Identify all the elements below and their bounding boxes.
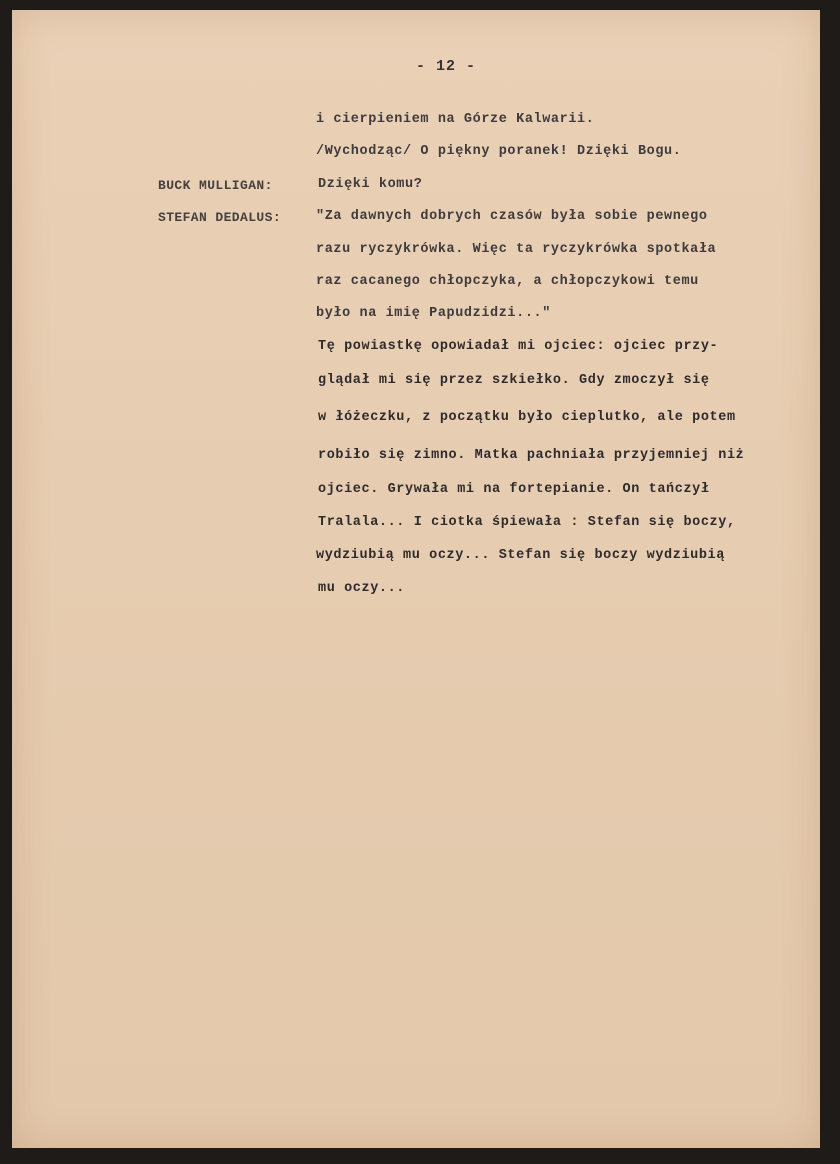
text-line: wydziubią mu oczy... Stefan się boczy wydziubią: [316, 548, 725, 563]
text-line: i cierpieniem na Górze Kalwarii.: [316, 112, 595, 127]
text-line: mu oczy...: [318, 581, 406, 596]
speaker-buck-mulligan: BUCK MULLIGAN:: [158, 178, 273, 193]
text-line: glądał mi się przez szkiełko. Gdy zmoczył się: [318, 373, 710, 388]
text-line: w łóżeczku, z początku było cieplutko, ale potem: [318, 410, 736, 425]
text-line: raz cacanego chłopczyka, a chłopczykowi temu: [316, 274, 699, 289]
text-line: było na imię Papudzidzi...": [316, 306, 551, 321]
text-line: /Wychodząc/ O piękny poranek! Dzięki Bogu.: [316, 144, 682, 159]
text-line: Tralala... I ciotka śpiewała : Stefan się boczy,: [318, 515, 736, 530]
typewritten-page: [12, 10, 820, 1148]
speaker-stefan-dedalus: STEFAN DEDALUS:: [158, 210, 282, 225]
text-line: razu ryczykrówka. Więc ta ryczykrówka spotkała: [316, 242, 717, 257]
page-number: - 12 -: [416, 58, 477, 75]
text-line: robiło się zimno. Matka pachniała przyjemniej niż: [318, 448, 745, 463]
text-line: Tę powiastkę opowiadał mi ojciec: ojciec przy-: [318, 339, 719, 354]
text-line: "Za dawnych dobrych czasów była sobie pewnego: [316, 209, 708, 224]
text-line: Dzięki komu?: [318, 177, 423, 192]
text-line: ojciec. Grywała mi na fortepianie. On tańczył: [318, 482, 710, 497]
